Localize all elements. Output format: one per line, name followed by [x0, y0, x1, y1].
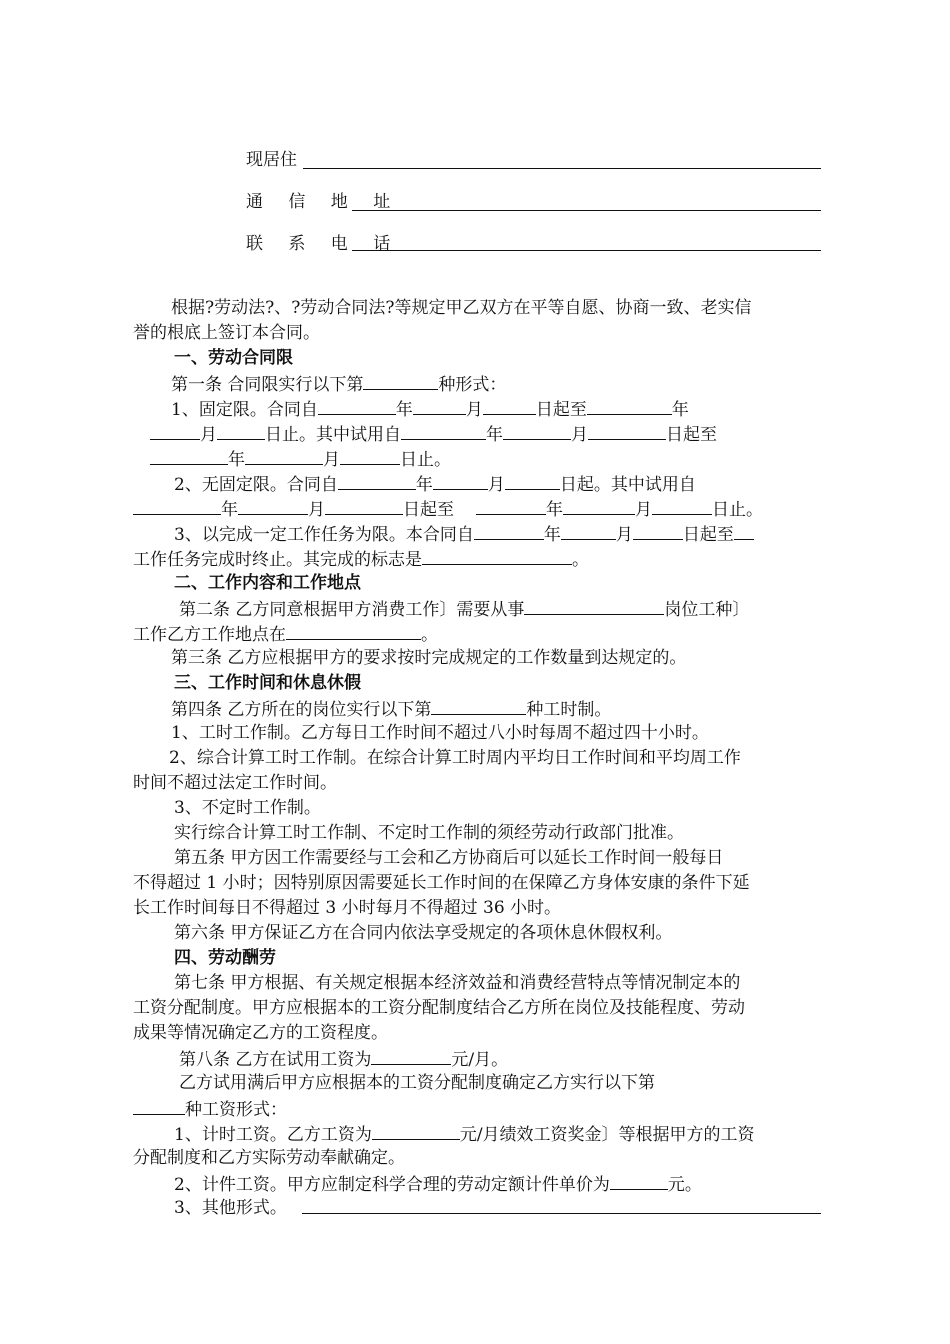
- article-5-line-2: 不得超过 1 小时；因特别原因需要延长工作时间的在保障乙方身体安康的条件下延: [133, 873, 750, 893]
- article-7: 第七条 甲方根据、有关规定根据本经济效益和消费经营特点等情况制定本的: [174, 973, 741, 993]
- blank[interactable]: [483, 396, 536, 415]
- article-7-line-2: 工资分配制度。甲方应根据本的工资分配制度结合乙方所在岗位及技能程度、劳动: [133, 998, 745, 1018]
- article-6: 第六条 甲方保证乙方在合同内依法享受规定的各项休息休假权利。: [174, 923, 673, 943]
- fixed-term-line-3: 年 月 日止。: [150, 446, 451, 472]
- blank[interactable]: [734, 521, 754, 540]
- form-number-field[interactable]: [363, 371, 438, 390]
- article-5: 第五条 甲方因工作需要经与工会和乙方协商后可以延长工作时间一般每日: [174, 848, 724, 868]
- article-2: 第二条 乙方同意根据甲方消费工作〕需要从事 岗位工种〕: [179, 596, 749, 622]
- blank[interactable]: [150, 421, 200, 440]
- blank[interactable]: [561, 521, 616, 540]
- completion-mark-field[interactable]: [422, 546, 572, 565]
- address-field[interactable]: [352, 210, 821, 211]
- blank[interactable]: [217, 421, 265, 440]
- work-location-field[interactable]: [286, 621, 421, 640]
- blank[interactable]: [413, 396, 466, 415]
- blank[interactable]: [325, 496, 403, 515]
- section-heading-1: 一、劳动合同限: [174, 348, 293, 368]
- task-term-line-2: 工作任务完成时终止。其完成的标志是 。: [133, 546, 589, 572]
- open-term-line-2: 年 月 日起至 年 月 日止。: [133, 496, 763, 522]
- wage-type-3: 3、其他形式。: [174, 1198, 287, 1218]
- hour-type-2: 2、综合计算工时工作制。在综合计算工时周内平均日工作时间和平均周工作: [169, 748, 741, 768]
- blank[interactable]: [476, 496, 546, 515]
- article-1: 第一条 合同限实行以下第 种形式：: [171, 371, 506, 397]
- blank[interactable]: [588, 421, 666, 440]
- article-8-line-2: 乙方试用满后甲方应根据本的工资分配制度确定乙方实行以下第: [179, 1073, 655, 1093]
- work-hour-system-field[interactable]: [431, 696, 526, 715]
- intro-line-1: 根据?劳动法?、?劳动合同法?等规定甲乙双方在平等自愿、协商一致、老实信: [171, 298, 752, 318]
- probation-wage-field[interactable]: [371, 1046, 451, 1065]
- article-3: 第三条 乙方应根据甲方的要求按时完成规定的工作数量到达规定的。: [171, 648, 687, 668]
- fixed-term-line: 1、固定限。合同自 年 月 日起至 年: [171, 396, 689, 422]
- other-wage-form-field[interactable]: [302, 1213, 821, 1214]
- blank[interactable]: [238, 496, 308, 515]
- blank[interactable]: [133, 496, 221, 515]
- article-8-line-3: 种工资形式：: [133, 1096, 287, 1122]
- wage-type-1-line-2: 分配制度和乙方实际劳动奉献确定。: [133, 1148, 405, 1168]
- job-position-field[interactable]: [524, 596, 664, 615]
- article-8: 第八条 乙方在试用工资为 元/月。: [179, 1046, 508, 1072]
- wage-form-field[interactable]: [133, 1096, 185, 1115]
- approval-note: 实行综合计算工时工作制、不定时工作制的须经劳动行政部门批准。: [174, 823, 684, 843]
- hour-type-2-line-2: 时间不超过法定工作时间。: [133, 773, 337, 793]
- blank[interactable]: [587, 396, 672, 415]
- hourly-wage-field[interactable]: [372, 1121, 460, 1140]
- address-label: 通 信 地 址: [246, 192, 401, 212]
- blank[interactable]: [318, 396, 396, 415]
- section-heading-4: 四、劳动酬劳: [174, 948, 276, 968]
- article-5-line-3: 长工作时间每日不得超过 3 小时每月不得超过 36 小时。: [133, 898, 562, 918]
- blank[interactable]: [150, 446, 228, 465]
- task-term-line: 3、以完成一定工作任务为限。本合同自 年 月 日起至: [174, 521, 754, 547]
- blank[interactable]: [563, 496, 635, 515]
- phone-field[interactable]: [352, 250, 821, 251]
- section-heading-2: 二、工作内容和工作地点: [174, 573, 361, 593]
- fixed-term-line-2: 月 日止。其中试用自 年 月 日起至: [150, 421, 717, 447]
- section-heading-3: 三、工作时间和休息休假: [174, 673, 361, 693]
- blank[interactable]: [245, 446, 323, 465]
- residence-label: 现居住: [246, 150, 297, 170]
- phone-label: 联 系 电 话: [246, 234, 401, 254]
- hour-type-1: 1、工时工作制。乙方每日工作时间不超过八小时每周不超过四十小时。: [171, 723, 709, 743]
- residence-field[interactable]: [303, 168, 821, 169]
- blank[interactable]: [503, 421, 571, 440]
- blank[interactable]: [433, 471, 488, 490]
- article-7-line-3: 成果等情况确定乙方的工资程度。: [133, 1023, 388, 1043]
- wage-type-2: 2、计件工资。甲方应制定科学合理的劳动定额计件单价为 元。: [174, 1171, 702, 1197]
- blank[interactable]: [401, 421, 486, 440]
- blank[interactable]: [474, 521, 544, 540]
- article-4: 第四条 乙方所在的岗位实行以下第 种工时制。: [171, 696, 611, 722]
- article-2-line-2: 工作乙方工作地点在 。: [133, 621, 438, 647]
- wage-type-1: 1、计时工资。乙方工资为 元/月绩效工资奖金〕等根据甲方的工资: [174, 1121, 755, 1147]
- piece-rate-field[interactable]: [610, 1171, 668, 1190]
- intro-line-2: 誉的根底上签订本合同。: [133, 323, 320, 343]
- open-term-line: 2、无固定限。合同自 年 月 日起。其中试用自: [174, 471, 696, 497]
- blank[interactable]: [652, 496, 712, 515]
- blank[interactable]: [340, 446, 400, 465]
- blank[interactable]: [505, 471, 560, 490]
- blank[interactable]: [633, 521, 683, 540]
- hour-type-3: 3、不定时工作制。: [174, 798, 321, 818]
- blank[interactable]: [338, 471, 416, 490]
